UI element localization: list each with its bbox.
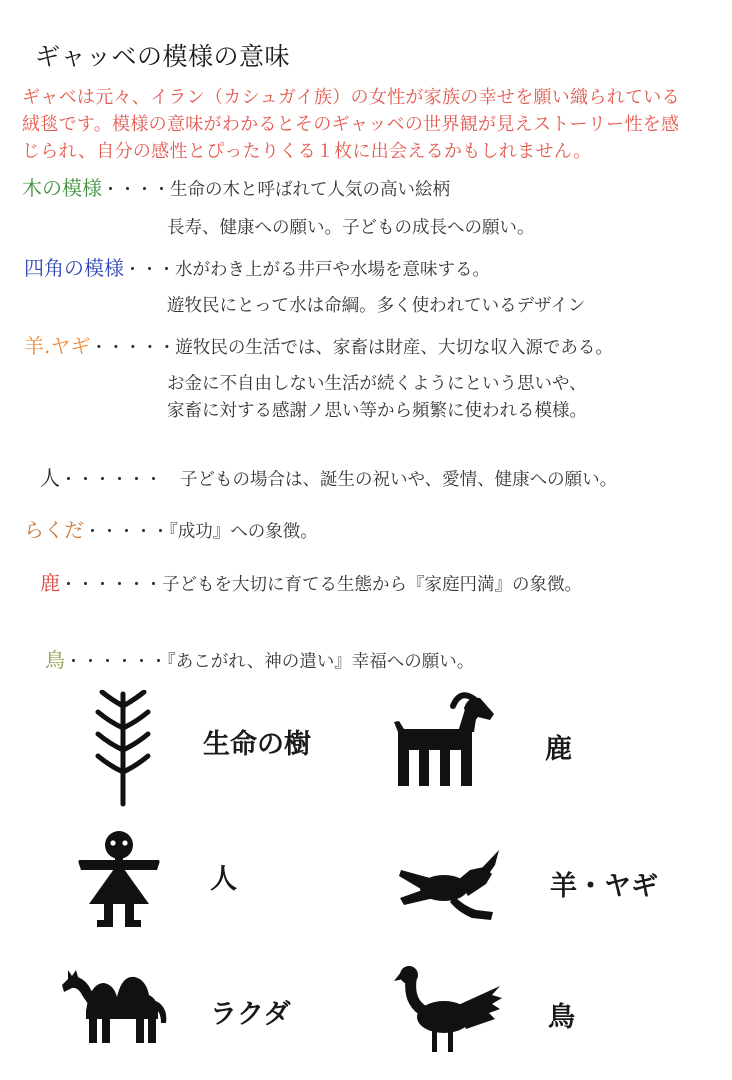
pattern-description: 遊牧民の生活では、家畜は財産、大切な収入源である。 <box>175 338 613 358</box>
deer-silhouette <box>394 698 494 786</box>
leader-dots: ・・・・・ <box>84 522 169 542</box>
pattern-name: らくだ <box>24 518 84 542</box>
pattern-description: 子どもを大切に育てる生態から『家庭円満』の象徴。 <box>162 575 582 595</box>
intro-line: じられ、自分の感性とぴったりくる１枚に出会えるかもしれません。 <box>22 141 592 162</box>
intro-line: 絨毯です。模様の意味がわかるとそのギャッベの世界観が見えストーリー性を感 <box>22 114 680 135</box>
pattern-row-bird <box>45 647 474 675</box>
goat-icon <box>398 848 502 924</box>
pattern-row-deer <box>40 570 582 598</box>
pattern-name: 四角の模様 <box>24 256 124 280</box>
pattern-description: 遊牧民にとって水は命綱。多く使われているデザイン <box>167 296 586 316</box>
pattern-description: 生命の木と呼ばれて人気の高い絵柄 <box>170 180 450 200</box>
motif-label-deer: 鹿 <box>545 734 572 765</box>
bird-icon <box>394 962 504 1054</box>
pattern-description: 家畜に対する感謝ノ思い等から頻繁に使われる模様。 <box>167 401 587 421</box>
motif-label-goat: 羊・ヤギ <box>550 871 658 902</box>
tree-branches <box>98 692 148 804</box>
pattern-row-square <box>24 255 490 283</box>
pattern-description: お金に不自由しない生活が続くようにという思いや、 <box>167 374 587 394</box>
pattern-row-goat <box>24 333 613 361</box>
page-title: ギャッベの模様の意味 <box>35 42 291 71</box>
pattern-description: 水がわき上がる井戸や水場を意味する。 <box>175 260 490 280</box>
pattern-description: 子どもの場合は、誕生の祝いや、愛情、健康への願い。 <box>180 470 618 490</box>
pattern-row-camel <box>24 517 318 545</box>
motif-label-camel: ラクダ <box>210 999 291 1030</box>
motif-label-tree: 生命の樹 <box>203 729 311 760</box>
pattern-name: 羊.ヤギ <box>24 334 91 358</box>
motif-label-person: 人 <box>210 864 237 895</box>
pattern-name: 鳥 <box>45 648 65 672</box>
pattern-row-tree <box>22 175 450 203</box>
motif-label-bird: 鳥 <box>548 1002 575 1033</box>
pattern-description: 『あこがれ、神の遣い』幸福への願い。 <box>167 652 475 672</box>
leader-dots: ・・・・・・ <box>65 652 167 672</box>
person-eye <box>122 840 127 845</box>
leader-dots: ・・・・・ <box>90 338 176 358</box>
intro-line: ギャベは元々、イラン（カシュガイ族）の女性が家族の幸せを願い織られている <box>22 87 680 108</box>
leader-dots: ・・・・・・ <box>60 575 162 595</box>
leader-dots: ・・・ <box>124 260 175 280</box>
camel-silhouette <box>62 970 166 1043</box>
person-eye <box>110 840 115 845</box>
pattern-description: 長寿、健康への願い。子どもの成長への願い。 <box>167 218 535 238</box>
tree-of-life-icon <box>88 690 158 808</box>
leader-dots: ・・・・・・ <box>60 470 162 490</box>
leader-dots: ・・・・ <box>102 180 170 200</box>
pattern-row-person <box>40 465 617 493</box>
goat-silhouette <box>399 850 499 920</box>
pattern-name: 木の模様 <box>22 176 102 200</box>
pattern-description: 『成功』への象徴。 <box>169 522 318 542</box>
pattern-name: 鹿 <box>40 571 60 595</box>
pattern-name: 人 <box>40 466 60 490</box>
deer-icon <box>394 692 496 788</box>
person-icon <box>77 830 161 930</box>
camel-icon <box>62 963 174 1043</box>
person-silhouette <box>78 831 159 927</box>
bird-neck <box>411 980 430 1014</box>
